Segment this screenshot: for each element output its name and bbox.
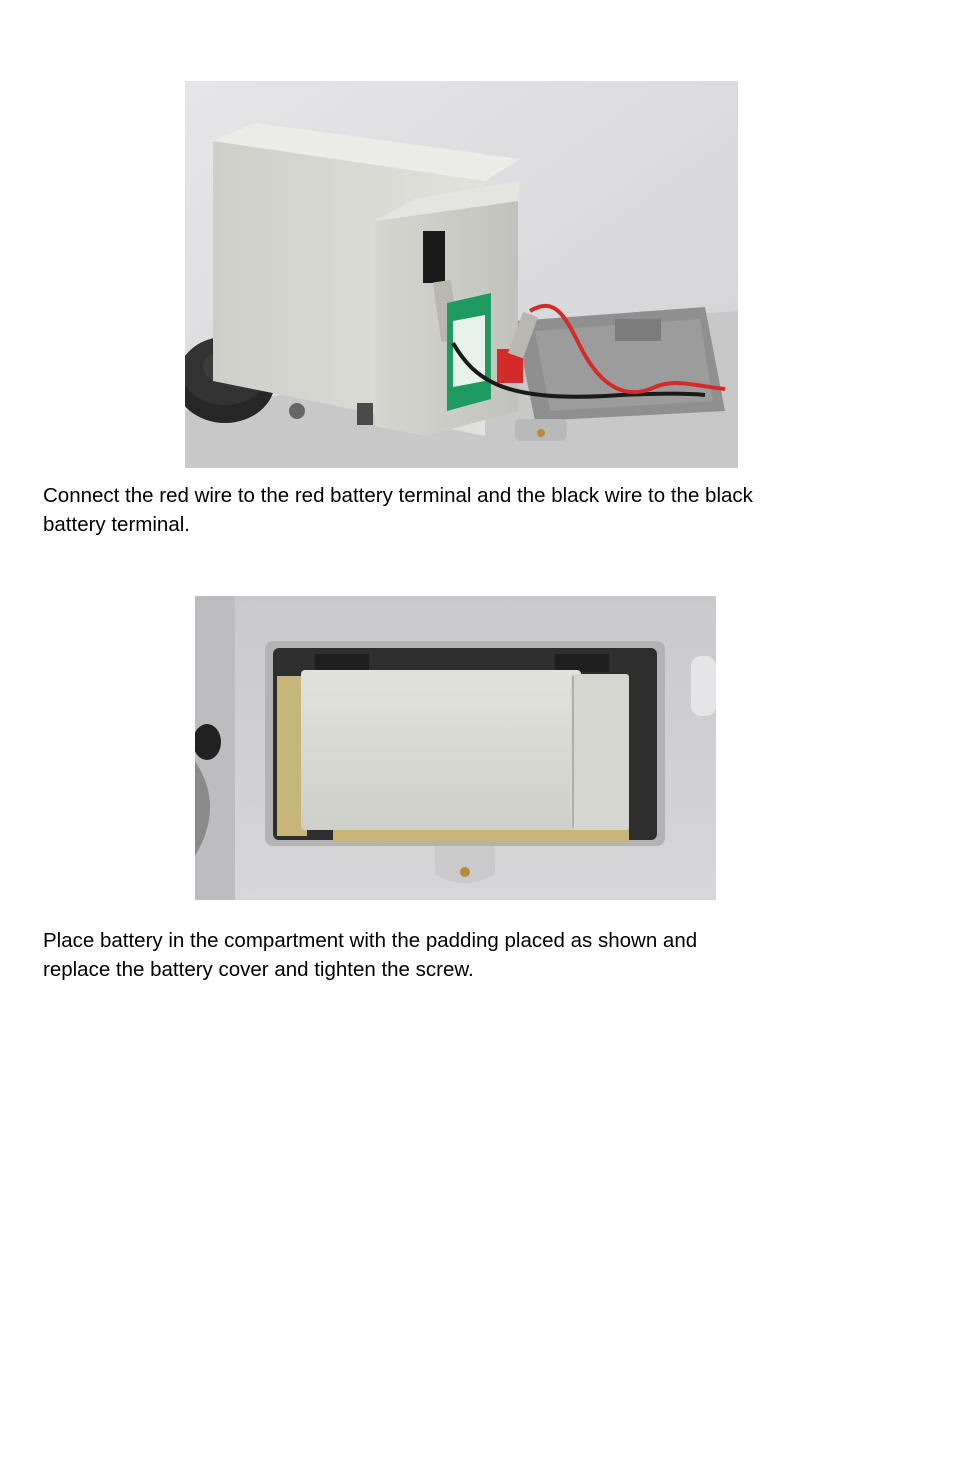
battery-wire-connection-illustration xyxy=(185,81,738,468)
caption-line: battery terminal. xyxy=(43,513,190,536)
battery-compartment-photo xyxy=(195,596,716,900)
caption-line: Connect the red wire to the red battery terminal and the black wire to the black xyxy=(43,484,753,507)
battery-compartment-illustration xyxy=(195,596,716,900)
battery-wire-connection-photo xyxy=(185,81,738,468)
caption-line: Place battery in the compartment with the padding placed as shown and xyxy=(43,929,698,952)
step-caption-compartment xyxy=(43,926,903,984)
caption-line: replace the battery cover and tighten the screw. xyxy=(43,958,474,981)
step-caption-wire-connection xyxy=(43,481,903,539)
